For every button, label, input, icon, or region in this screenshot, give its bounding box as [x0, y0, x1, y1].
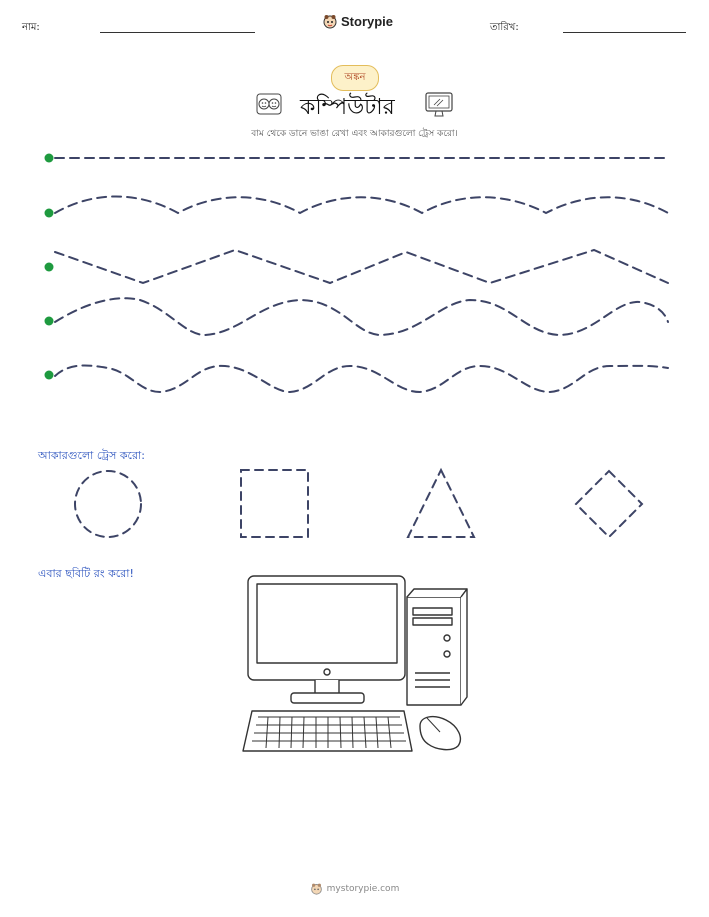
trace-line-loop-wave[interactable]	[55, 365, 668, 392]
monitor-neck	[315, 680, 339, 694]
monitor-screen	[257, 584, 397, 663]
start-dot-icon	[45, 209, 54, 218]
cpu-drive-bay	[413, 618, 452, 625]
trace-line-wave[interactable]	[55, 298, 668, 335]
trace-shape-triangle[interactable]	[408, 470, 474, 537]
trace-line-gentle-wave[interactable]	[55, 196, 668, 213]
cpu-button	[444, 635, 450, 641]
start-dot-icon	[45, 317, 54, 326]
category-badge: অঙ্কন	[331, 65, 379, 91]
coloring-heading: এবার ছবিটি রং করো!	[38, 567, 134, 580]
monitor-stand	[291, 693, 364, 703]
start-dot-icon	[45, 263, 54, 272]
mouse	[420, 717, 460, 750]
worksheet-title: কম্পিউটার	[300, 95, 395, 120]
start-dot-icon	[45, 371, 54, 380]
brand-name: Storypie	[341, 13, 394, 29]
name-label: নাম:	[22, 22, 40, 33]
trace-line-zigzag[interactable]	[55, 250, 668, 283]
monitor-power-button	[324, 669, 330, 675]
footer-website[interactable]: mystorypie.com	[326, 883, 400, 894]
trace-shape-circle[interactable]	[75, 471, 141, 537]
start-dot-icon	[45, 154, 54, 163]
footer	[0, 882, 709, 898]
cpu-button	[444, 651, 450, 657]
cpu-side	[461, 589, 467, 705]
trace-shape-square[interactable]	[241, 470, 308, 537]
storypie-logo-icon	[310, 882, 323, 895]
trace-shape-diamond[interactable]	[576, 471, 642, 537]
cpu-drive-bay	[413, 608, 452, 615]
instruction-text: বাম থেকে ডানে ভাঙা রেখা এবং আকারগুলো ট্রেস করো।	[251, 129, 458, 139]
date-label: তারিখ:	[490, 22, 519, 33]
computer-illustration[interactable]	[243, 576, 467, 751]
shapes-heading: আকারগুলো ট্রেস করো:	[38, 449, 145, 462]
cpu-top	[407, 589, 467, 597]
